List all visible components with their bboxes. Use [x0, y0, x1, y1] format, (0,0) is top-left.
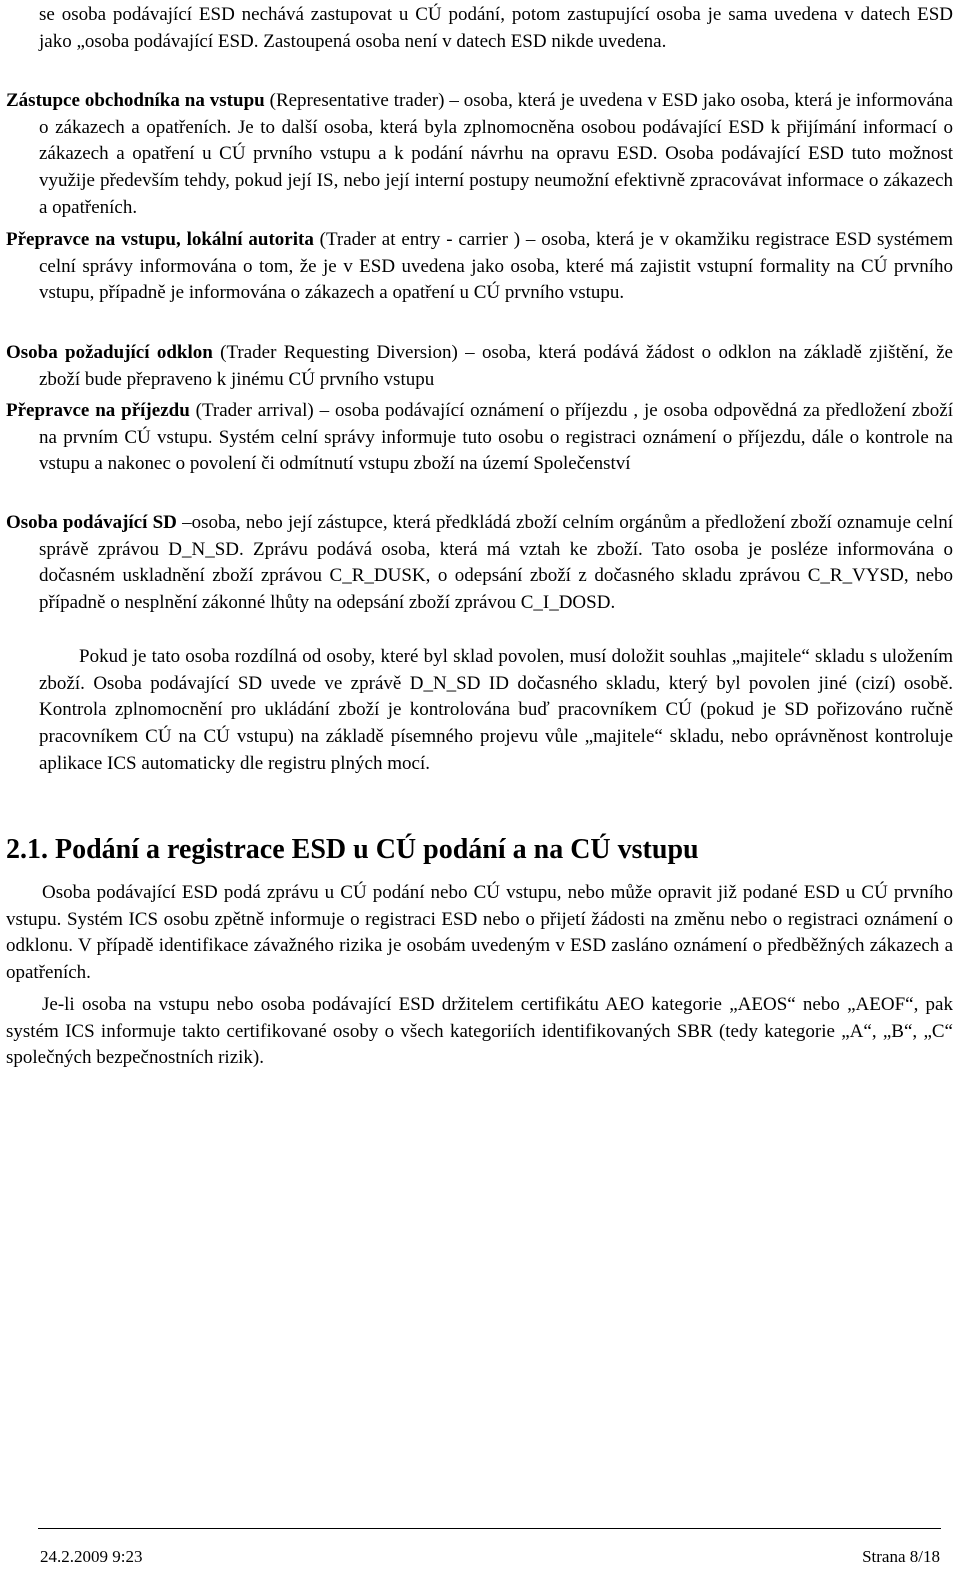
section-heading: 2.1. Podání a registrace ESD u CÚ podání a na CÚ vstupu — [6, 834, 699, 865]
definition-text: (Trader Requesting Diversion) ‒ osoba, která podává žádost o odklon na základě zjištění, že zboží bude přepraveno k jinému CÚ prvního vstupu — [39, 342, 953, 390]
definition-trader-at-entry — [6, 227, 953, 307]
paragraph-submission — [6, 880, 953, 987]
definition-text: (Trader at entry - carrier ) ‒ osoba, která je v okamžiku registrace ESD systémem celní správy informována o tom, že je v ESD uvedena jako osoba, které má zajistit vstupní formality na CÚ prvního vstupu, případně je informována o zákazech a opatření u CÚ prvního vstupu. — [39, 229, 953, 304]
definition-person-submitting-sd — [6, 510, 953, 617]
footer-date: 24.2.2009 9:23 — [40, 1547, 143, 1566]
paragraph-warehouse-owner — [6, 644, 953, 778]
paragraph-aeo — [6, 992, 953, 1072]
definition-trader-arrival — [6, 398, 953, 478]
definition-term: Přepravce na příjezdu — [6, 400, 190, 421]
paragraph-text: Je-li osoba na vstupu nebo osoba podávající ESD držitelem certifikátu AEO kategorie „AEOS“ nebo „AEOF“, pak systém ICS informuje takto certifikované osoby o všech kategoriích identifikovaných SBR (tedy kategorie „A“, „B“, „C“ společných bezpečnostních rizik). — [6, 994, 953, 1069]
definition-term: Osoba požadující odklon — [6, 342, 213, 363]
definition-text: (Representative trader) ‒ osoba, která je uvedena v ESD jako osoba, která je informována o zákazech a opatřeních. Je to další osoba, která byla zplnomocněna osobou podávající ESD k přijímání informací o zákazech a opatření u CÚ prvního vstupu a k podání návrhu na opravu ESD. Osoba podávající ESD tuto možnost využije především tehdy, pokud její IS, nebo její interní postupy neumožní efektivně zpracovávat informace o zákazech a opatřeních. — [39, 90, 953, 218]
footer-divider — [38, 1528, 941, 1529]
paragraph-continuation — [6, 2, 953, 55]
definition-term: Zástupce obchodníka na vstupu — [6, 90, 265, 111]
definition-trader-requesting-diversion — [6, 340, 953, 393]
definition-text: ‒osoba, nebo její zástupce, která předkládá zboží celním orgánům a předložení zboží oznamuje celní správě zprávou D_N_SD. Zprávu podává osoba, která má vztah ke zboží. Tato osoba je posléze informována o dočasném uskladnění zboží zprávou C_R_DUSK, o odepsání zboží z dočasného skladu zprávou C_R_VYSD, nebo případně o nesplnění zákonné lhůty na odepsání zboží zprávou C_I_DOSD. — [39, 512, 953, 614]
paragraph-text: se osoba podávající ESD nechává zastupovat u CÚ podání, potom zastupující osoba je sama uvedena v datech ESD jako „osoba podávající ESD. Zastoupená osoba není v datech ESD nikde uvedena. — [39, 4, 953, 52]
definition-term: Osoba podávající SD — [6, 512, 177, 533]
definition-representative-trader — [6, 88, 953, 222]
definition-text: (Trader arrival) ‒ osoba podávající oznámení o příjezdu , je osoba odpovědná za předložení zboží na prvním CÚ vstupu. Systém celní správy informuje tuto osobu o registraci oznámení o příjezdu, dále o kontrole na vstupu a nakonec o povolení či odmítnutí vstupu zboží na území Společenství — [39, 400, 953, 475]
paragraph-text: Pokud je tato osoba rozdílná od osoby, které byl sklad povolen, musí doložit souhlas „majitele“ skladu s uložením zboží. Osoba podávající SD uvede ve zprávě D_N_SD ID dočasného skladu, který byl povolen jiné (cizí) osobě. Kontrola zplnomocnění pro ukládání zboží je kontrolována buď pracovníkem CÚ (pokud je SD pořizováno ručně pracovníkem CÚ na CÚ vstupu) na základě písemného projevu vůle „majitele“ skladu, nebo oprávněnost kontroluje aplikace ICS automaticky dle registru plných mocí. — [39, 646, 953, 774]
footer-page-number: Strana 8/18 — [862, 1547, 940, 1566]
definition-term: Přepravce na vstupu, lokální autorita — [6, 229, 314, 250]
paragraph-text: Osoba podávající ESD podá zprávu u CÚ podání nebo CÚ vstupu, nebo může opravit již podané ESD u CÚ prvního vstupu. Systém ICS osobu zpětně informuje o registraci ESD nebo o přijetí žádosti na změnu nebo o registraci oznámení o odklonu. V případě identifikace závažného rizika je osobám uvedeným v ESD zasláno oznámení o předběžných zákazech a opatřeních. — [6, 882, 953, 984]
